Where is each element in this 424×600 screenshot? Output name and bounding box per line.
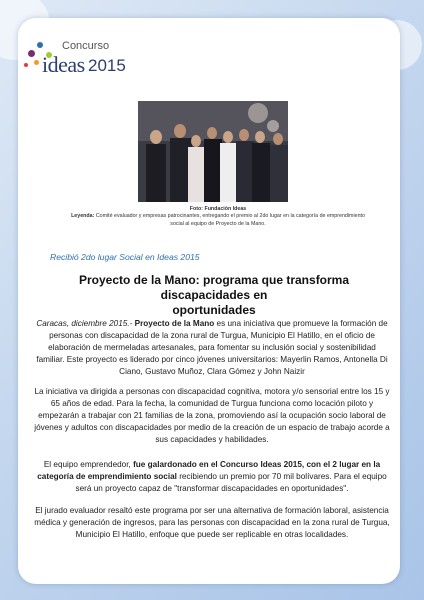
award-text-d: recibiendo un premio por 70 mil bolívares. Para el equipo será un proyecto capaz de "transformar discapacidades en oportunidades". — [75, 472, 387, 493]
dateline: Caracas, diciembre 2015.- — [36, 319, 133, 328]
article-title — [44, 273, 384, 318]
paragraph-initiative: La iniciativa va dirigida a personas con discapacidad cognitiva, motora y/o sensorial entre los 15 y 65 años de edad. Para la fecha, la comunidad de Turgua funciona como locación piloto y empezarán a trabajar con 21 familias de la zona, promoviendo así la ocupación socio laboral de jóvenes y adultos con discapacidades por medio de la creación de un espacio de trabajo acorde a sus capacidades y habilidades. — [34, 387, 390, 444]
title-line1: Proyecto de la Mano: programa que transforma discapacidades en — [78, 273, 350, 302]
paragraph-jury: El jurado evaluador resaltó este programa por ser una alternativa de formación laboral, asistencia médica y generación de ingresos, para las personas con discapacidad en la zona rural de Turgua, Municipio El Hatillo, enfoque que puede ser replicable en otras localidades. — [34, 506, 390, 539]
award-text-a: El equipo emprendedor, — [43, 460, 131, 469]
caption-text: Comité evaluador y empresas patrocinantes, entregando el premio al 2do lugar en la categoría de emprendimiento — [95, 213, 365, 219]
award-text-c: , con el 2 lugar en la categoría de emprendimiento social — [37, 460, 381, 481]
photo-caption — [60, 213, 376, 228]
caption-text-line2: social al equipo de Proyecto de la Mano. — [170, 220, 266, 227]
project-name: Proyecto de la Mano — [134, 319, 215, 328]
photo-credit: Foto: Fundación Ideas — [189, 206, 247, 212]
award-photo-illustration — [138, 101, 288, 202]
logo-year-text: 2015 — [88, 56, 126, 75]
logo-concurso-text: Concurso — [62, 40, 110, 52]
award-photo — [138, 101, 288, 202]
caption-label: Leyenda: — [71, 213, 95, 219]
paragraph-intro — [34, 318, 390, 378]
paragraph-award — [34, 459, 390, 495]
article-subtitle: Recibió 2do lugar Social en Ideas 2015 — [50, 252, 200, 262]
concurso-ideas-logo — [24, 38, 134, 88]
award-text-b: fue galardonado en el Concurso Ideas 2015 — [133, 460, 302, 469]
logo-ideas-text: ideas — [42, 52, 85, 77]
intro-text: es una iniciativa que promueve la formación de personas con discapacidad de la zona rural de Turgua, Municipio El Hatillo, en el oficio de elaboración de mermeladas artesanales, para fomentar su inclusión social y sostenibilidad familiar. Este proyecto es liderado por cinco jóvenes universitarios: Mayerlin Ramos, Antonella Di Ciano, Gustavo Muñoz, Clara Gómez y John Naizir — [36, 319, 388, 376]
title-line2: oportunidades — [172, 303, 256, 317]
